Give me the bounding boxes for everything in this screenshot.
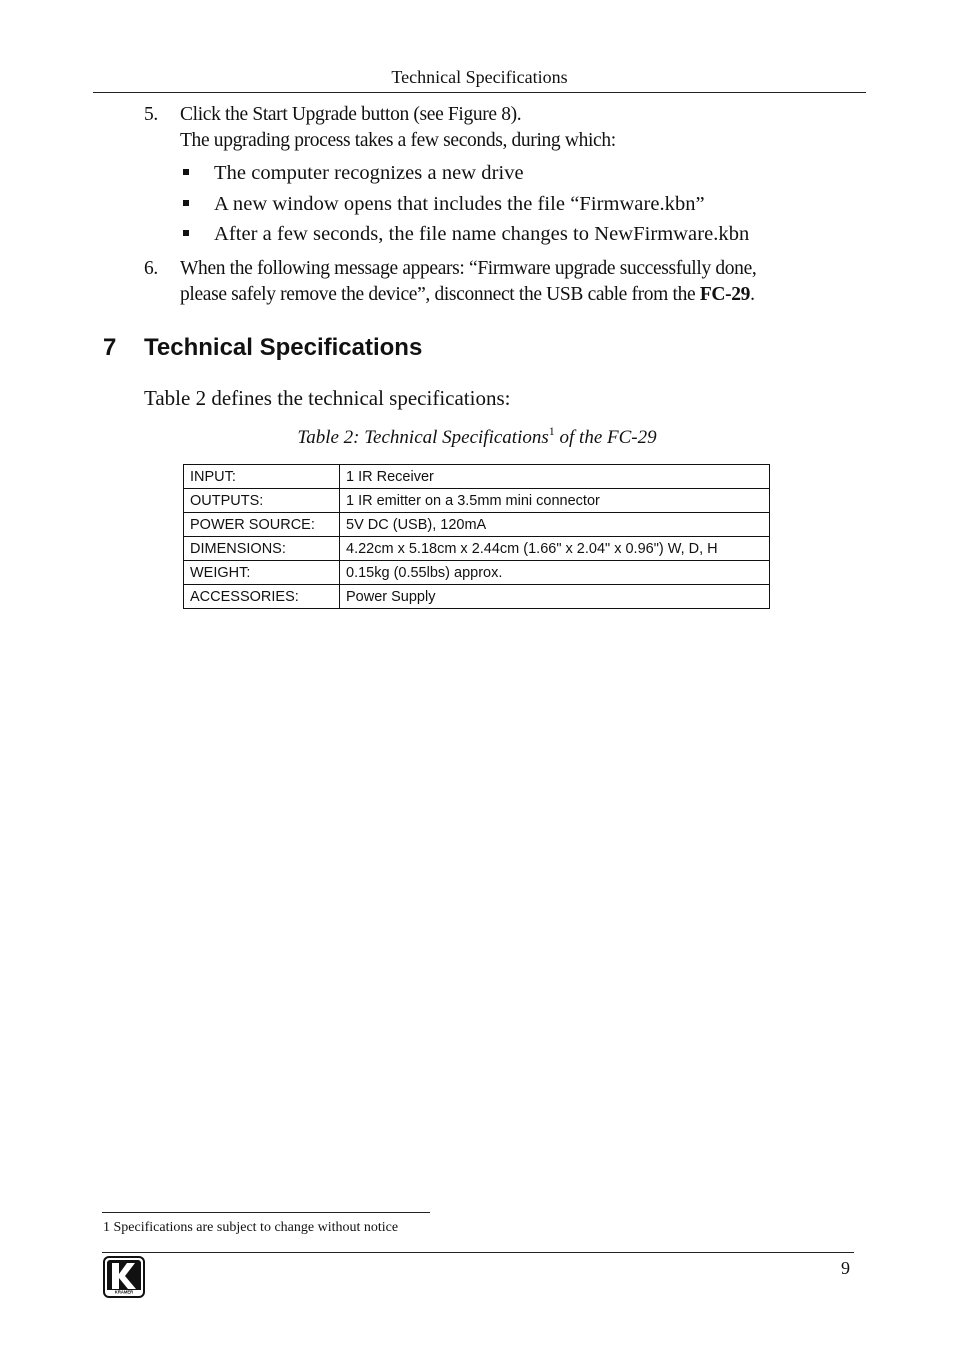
specs-table (183, 464, 770, 609)
step-line: The upgrading process takes a few seconds, during which: (180, 130, 616, 151)
table-row (184, 537, 770, 561)
table-row (184, 513, 770, 537)
spec-value: Power Supply (340, 585, 770, 609)
bullet-list (180, 159, 749, 251)
spec-key: WEIGHT: (184, 561, 340, 585)
table-caption (0, 425, 954, 452)
step-number: 5. (144, 104, 158, 125)
step-line (180, 282, 756, 308)
intro-paragraph: Table 2 defines the technical specifications: (144, 386, 511, 410)
spec-key: ACCESSORIES: (184, 585, 340, 609)
step-body (180, 256, 756, 308)
spec-value: 5V DC (USB), 120mA (340, 513, 770, 537)
kramer-logo-icon (103, 1256, 145, 1298)
step-text: . (750, 284, 755, 305)
spec-key: POWER SOURCE: (184, 513, 340, 537)
spec-value: 0.15kg (0.55lbs) approx. (340, 561, 770, 585)
step-line: When the following message appears: “Firmware upgrade successfully done, (180, 258, 757, 279)
product-name: FC-29 (699, 284, 751, 305)
list-item (180, 190, 749, 221)
caption-text: of the FC-29 (554, 427, 657, 448)
table-row (184, 489, 770, 513)
table-row (184, 585, 770, 609)
section-title: Technical Specifications (144, 334, 423, 361)
footnote-ref[interactable]: 1 (548, 424, 555, 438)
spec-key: INPUT: (184, 465, 340, 489)
table-row (184, 561, 770, 585)
list-item-text: A new window opens that includes the file “Firmware.kbn” (214, 192, 705, 215)
running-header: Technical Specifications (391, 67, 568, 87)
header-rule (93, 92, 866, 93)
spec-value: 1 IR Receiver (340, 465, 770, 489)
footnote-rule (102, 1212, 430, 1213)
svg-text:KRAMER: KRAMER (114, 1289, 134, 1295)
list-item (180, 220, 749, 251)
list-item-text: After a few seconds, the file name changes to NewFirmware.kbn (214, 223, 750, 245)
step-line: Click the Start Upgrade button (see Figure 8). (180, 104, 522, 125)
bullet-square-icon (183, 230, 189, 236)
step-body (180, 102, 616, 154)
spec-key: DIMENSIONS: (184, 537, 340, 561)
section-number: 7 (103, 334, 117, 361)
spec-key: OUTPUTS: (184, 489, 340, 513)
spec-value: 4.22cm x 5.18cm x 2.44cm (1.66" x 2.04" x 0.96") W, D, H (340, 537, 770, 561)
list-item (180, 159, 749, 190)
spec-value: 1 IR emitter on a 3.5mm mini connector (340, 489, 770, 513)
list-item-text: The computer recognizes a new drive (214, 162, 524, 184)
step-text: please safely remove the device”, disconnect the USB cable from the (180, 284, 700, 305)
caption-text: Table 2: Technical Specifications (297, 427, 549, 448)
footnote: 1 Specifications are subject to change without notice (103, 1220, 399, 1235)
footer-rule (102, 1252, 854, 1253)
bullet-square-icon (183, 169, 189, 175)
bullet-square-icon (183, 200, 189, 206)
table-row (184, 465, 770, 489)
page-number: 9 (841, 1258, 850, 1278)
step-number: 6. (144, 258, 158, 279)
